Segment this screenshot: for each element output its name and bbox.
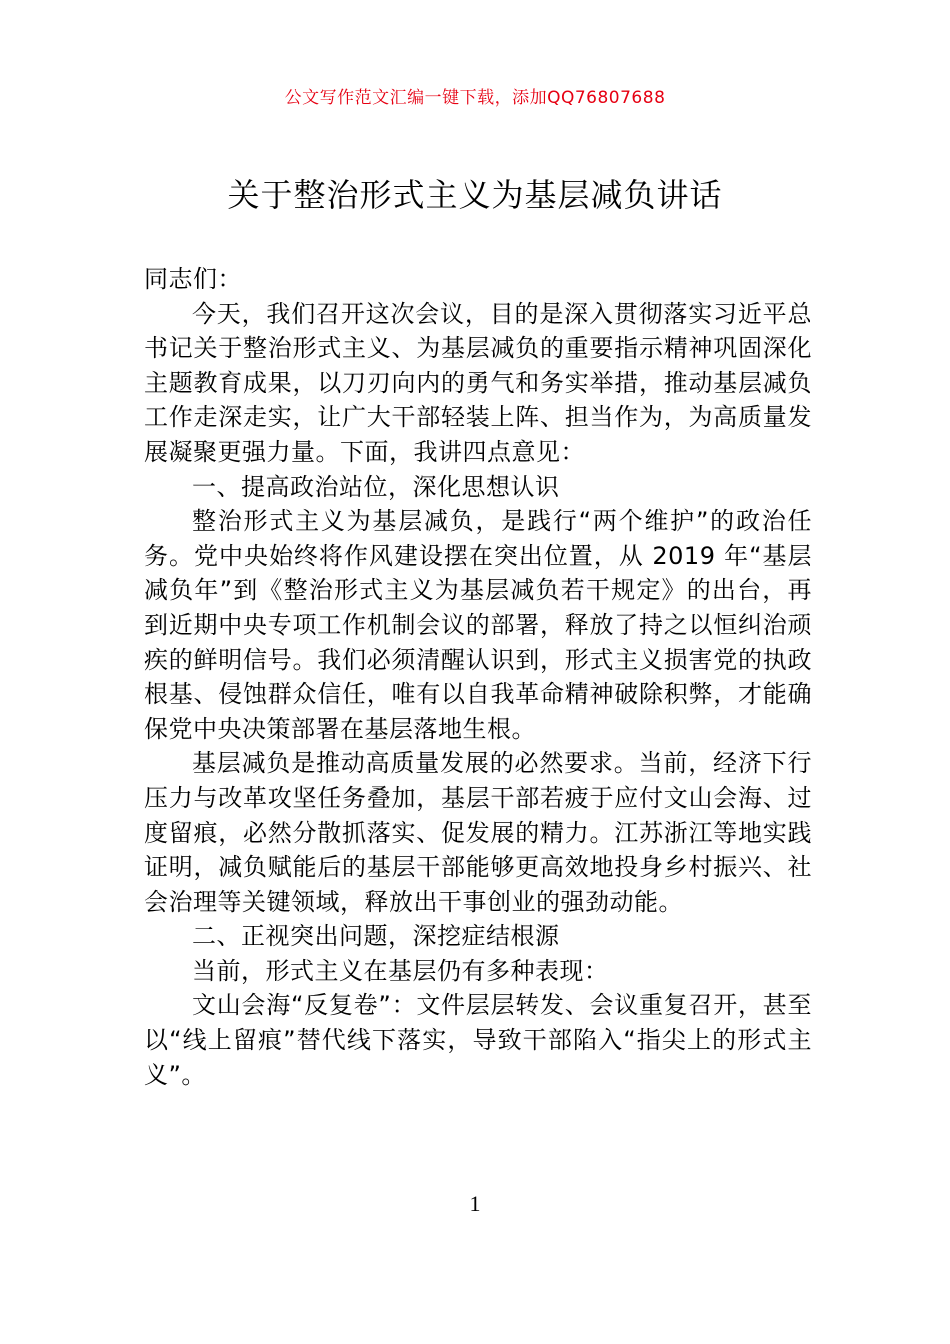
document-body (144, 262, 812, 1092)
document-title: 关于整治形式主义为基层减负讲话 (227, 176, 723, 214)
section-heading: 二、正视突出问题，深挖症结根源 (192, 922, 560, 951)
paragraph: 当前，形式主义在基层仍有多种表现： (192, 956, 609, 985)
promo-header: 公文写作范文汇编一键下载，添加QQ76807688 (284, 88, 666, 108)
paragraph: 今天，我们召开这次会议，目的是深入贯彻落实习近平总书记关于整治形式主义、为基层减负的重要指示精神巩固深化主题教育成果，以刀刃向内的勇气和务实举措，推动基层减负工作走深走实，让广大干部轻装上阵、担当作为，为高质量发展凝聚更强力量。下面，我讲四点意见： (144, 299, 812, 466)
paragraph: 整治形式主义为基层减负，是践行“两个维护”的政治任务。党中央始终将作风建设摆在突出位置，从 2019 年“基层减负年”到《整治形式主义为基层减负若干规定》的出台，再到近期中央专项工作机制会议的部署，释放了持之以恒纠治顽疾的鲜明信号。我们必须清醒认识到，形式主义损害党的执政根基、侵蚀群众信任，唯有以自我革命精神破除积弊，才能确保党中央决策部署在基层落地生根。 (144, 507, 812, 743)
paragraph: 基层减负是推动高质量发展的必然要求。当前，经济下行压力与改革攻坚任务叠加，基层干部若疲于应付文山会海、过度留痕，必然分散抓落实、促发展的精力。江苏浙江等地实践证明，减负赋能后的基层干部能够更高效地投身乡村振兴、社会治理等关键领域，释放出干事创业的强劲动能。 (144, 749, 812, 916)
salutation: 同志们： (144, 265, 242, 293)
page-number: 1 (469, 1191, 481, 1216)
paragraph: 文山会海“反复卷”：文件层层转发、会议重复召开，甚至以“线上留痕”替代线下落实，导致干部陷入“指尖上的形式主义”。 (144, 991, 812, 1089)
section-heading: 一、提高政治站位，深化思想认识 (192, 472, 560, 501)
